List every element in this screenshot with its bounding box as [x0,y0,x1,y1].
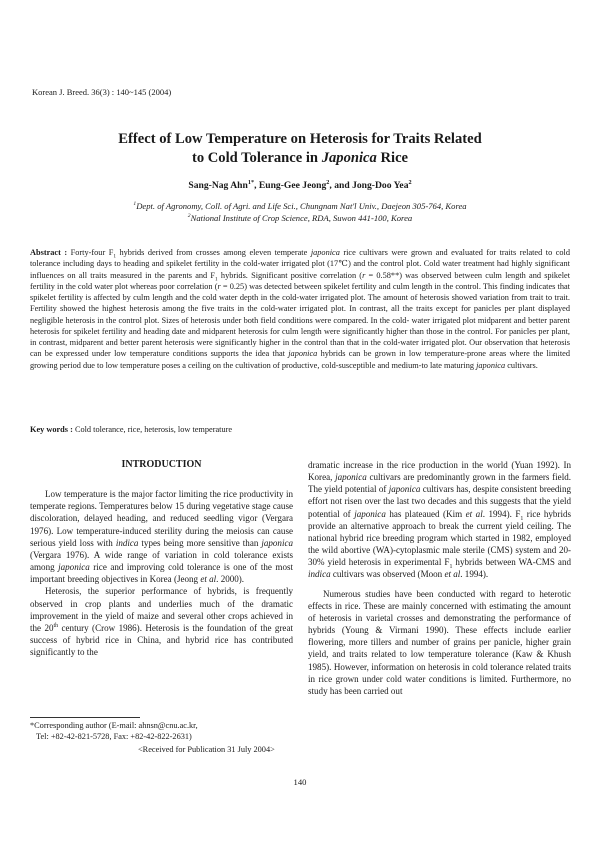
paper-title [0,130,600,168]
title-italic: Japonica [321,150,377,166]
affiliation-1 [0,201,600,211]
title-line-2a: to Cold Tolerance in [191,150,322,166]
keywords-label: Key words : [30,425,75,434]
page-number: 140 [293,777,307,787]
intro-paragraph-3: Numerous studies have been conducted with regard to heterotic effects in rice. These are mainly concerned with estimating the amount of heterosis in varietal crosses and demonstrating the performance of hybrids (Young & Virmani 1990). These effects include earlier flowering, more tillers and number of grains per panicle, higher grain yield, and traits related to low temperature tolerance (Kaw & Khush 1985). However, information on heterosis in cold tolerance related traits in rice grown under cold water conditions is limited. Furthermore, no study has been carried out [308,588,571,696]
corresponding-author-footnote [30,721,198,742]
author-list [0,180,600,191]
introduction-heading: INTRODUCTION [121,459,202,470]
intro-paragraph-2: Heterosis, the superior performance of hybrids, is frequently observed in crop plants and underlies much of the dramatic improvement in the yield of maize and several other crops achieved in the 20th century (Crow 1986). Heterosis is the foundation of the great success of hybrid rice in China, and hybrid rice has contributed significantly to the [30,586,293,658]
running-head: Korean J. Breed. 36(3) : 140~145 (2004) [32,87,172,97]
abstract: Abstract : Forty-four $F_1$ hybrids derived from crosses among eleven temperate japonica rice cultivars were grown and evaluated for traits related to cold tolerance including days to heading and spikelet fertility in the cold-water irrigated plot (17℃) and the control plot. Cold water treatment had highly significant influences on all traits measured in the parents and $F_1$ hybrids. Significant positive correlation (r = 0.58**) was observed between culm length and spikelet fertility in the cold water plot whereas poor correlation (r = 0.25) was detected between spikelet fertility and culm length in the control. This finding indicates that spikelet fertility is affected by culm length and the cold water depth in the cold-water irrigated plot. The amount of heterosis showed variation from trait to trait. Fertility showed the highest heterosis among the five traits in the cold-water irrigated plot. In contrast, all the traits except for panicles per plant displayed negligible heterosis in the control plot. Sizes of heterosis under both field conditions were compared. In the cold- water irrigated plot midparent and better parent heterosis for spikelet fertility and heading date and midparent heterosis for culm length were significantly higher than those in the control. For panicles per plant, in contrast, midparent and better parent heterosis were significantly higher in the control than that in the cold-water irrigated plot. Our observation that heterosis can be expressed under low temperature conditions supports the idea that japonica hybrids can be grown in low temperature-prone areas where the limited growing period due to low temperature poses a ceiling on the cultivation of productive, cold-susceptible and medium-to late maturing japonica cultivars. [30,248,570,370]
right-column [308,459,571,697]
title-line-1: Effect of Low Temperature on Heterosis for Traits Related [118,131,482,147]
title-line-2c: Rice [376,150,409,166]
footnote-rule [30,717,140,718]
keywords [30,425,232,434]
footnote-line-1: *Corresponding author (E-mail: ahnsn@cnu.ac.kr, [30,721,198,730]
author-3: , and Jong-Doo Yea [329,180,409,191]
left-column [30,459,293,658]
footnote-line-2: Tel: +82-42-821-5728, Fax: +82-42-822-2631) [36,731,192,741]
abstract-label: Abstract : [30,248,71,257]
received-date: <Received for Publication 31 July 2004> [138,745,275,754]
intro-paragraph-2-cont: dramatic increase in the rice production in the world (Yuan 1992). In Korea, japonica cultivars are predominantly grown in the farmers field. The yield potential of japonica cultivars has, despite consistent breeding effort not risen over the last two decades and this suggests that the yield potential of japonica has plateaued (Kim et al. 1994). $F_1$ rice hybrids provide an alternative approach to break the current yield ceiling. The national hybrid rice breeding program which started in 1982, employed the wild abortive (WA)-cytoplasmic male sterile (CMS) system and 20-30% yield heterosis in experimental $F_1$ hybrids between WA-CMS and indica cultivars was observed (Moon et al. 1994). [308,460,572,580]
affil-1-text: Dept. of Agronomy, Coll. of Agri. and Life Sci., Chungnam Nat'l Univ., Daejeon 305-764, Korea [136,201,467,211]
author-1-sup: 1* [247,178,255,186]
author-3-sup: 2 [408,178,412,186]
keywords-text: Cold tolerance, rice, heterosis, low temperature [74,425,233,434]
affil-1-sup: 1 [133,201,137,208]
affiliation-2 [0,213,600,223]
author-2-sup: 2 [326,178,330,186]
affil-2-sup: 2 [187,213,191,220]
author-1: Sang-Nag Ahn [188,180,248,191]
author-2: , Eung-Gee Jeong [254,180,327,191]
affil-2-text: National Institute of Crop Science, RDA, Suwon 441-100, Korea [190,213,413,223]
intro-paragraph-1: Low temperature is the major factor limiting the rice productivity in temperate regions. Temperatures below 15 during vegetative stage cause discoloration, delayed heading, and reduced seedling vigor (Vergara 1976). Low temperature-induced sterility during the meiosis can cause serious yield loss with indica types being more sensitive than japonica (Vergara 1976). A wide range of variation in cold tolerance exists among japonica rice and improving cold tolerance is one of the most important breeding objectives in Korea (Jeong et al. 2000). [30,489,294,585]
